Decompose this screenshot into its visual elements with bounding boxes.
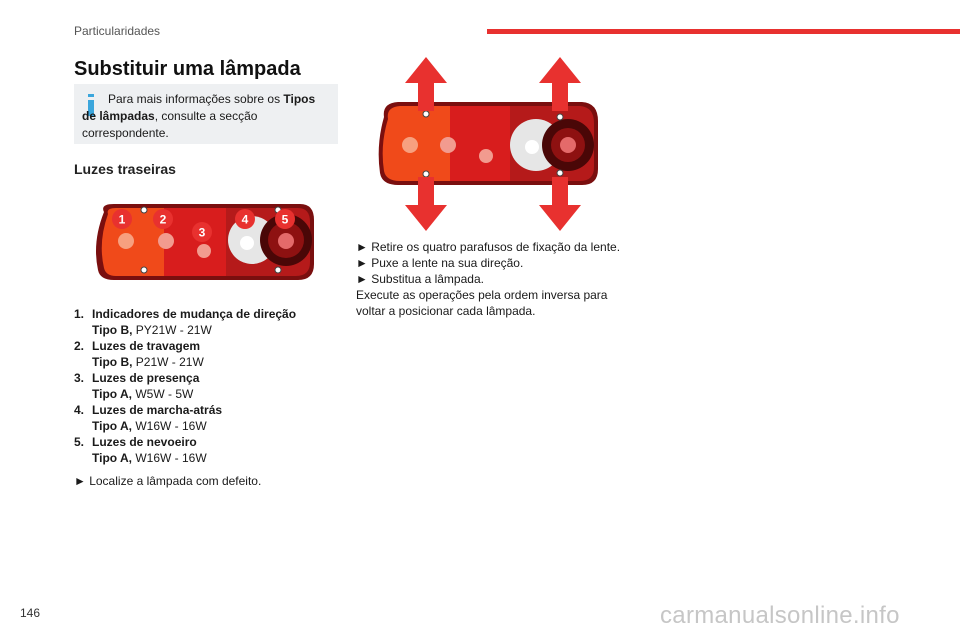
section-label: Particularidades <box>74 24 161 38</box>
bulb-list <box>74 306 296 466</box>
step-remove-screws: ► Retire os quatro parafusos de fixação da lente. <box>356 240 621 254</box>
list-item: 3. Luzes de presença Tipo A, W5W - 5W <box>74 371 200 401</box>
list-item: 2. Luzes de travagem Tipo B, P21W - 21W <box>74 339 204 369</box>
section-subtitle: Luzes traseiras <box>74 161 176 177</box>
svg-text:5: 5 <box>281 212 289 227</box>
list-item: 4. Luzes de marcha-atrás Tipo A, W16W - 16W <box>74 403 223 433</box>
marker-4 <box>235 209 255 229</box>
list-item: 5. Luzes de nevoeiro Tipo A, W16W - 16W <box>74 435 207 465</box>
marker-5 <box>275 209 295 229</box>
page-title: Substituir uma lâmpada <box>74 58 301 80</box>
replacement-steps <box>356 239 626 319</box>
step-reassemble: Execute as operações pela ordem inversa para voltar a posicionar cada lâmpada. <box>356 288 608 318</box>
svg-text:4: 4 <box>241 212 249 227</box>
marker-2 <box>153 209 173 229</box>
arrow-down-left-icon <box>405 177 447 231</box>
step-pull-lens: ► Puxe a lente na sua direção. <box>356 256 524 270</box>
marker-3 <box>192 222 212 242</box>
step-locate: ► Localize a lâmpada com defeito. <box>74 474 262 488</box>
list-item: 1. Indicadores de mudança de direção Tipo B, PY21W - 21W <box>74 307 297 337</box>
page-number: 146 <box>20 606 41 620</box>
svg-text:2: 2 <box>159 212 167 227</box>
info-box <box>74 84 338 144</box>
info-text: Para mais informações sobre os Tipos de lâmpadas, consulte a secção correspondente. <box>82 92 316 140</box>
arrow-down-right-icon <box>539 177 581 231</box>
svg-text:1: 1 <box>118 212 126 227</box>
rear-lamp-diagram <box>92 198 318 288</box>
step-replace-bulb: ► Substitua a lâmpada. <box>356 272 484 286</box>
svg-text:3: 3 <box>198 225 206 240</box>
header-accent-bar <box>487 29 960 34</box>
lens-screws-diagram <box>372 55 602 235</box>
marker-1 <box>112 209 132 229</box>
watermark: carmanualsonline.info <box>660 602 900 629</box>
